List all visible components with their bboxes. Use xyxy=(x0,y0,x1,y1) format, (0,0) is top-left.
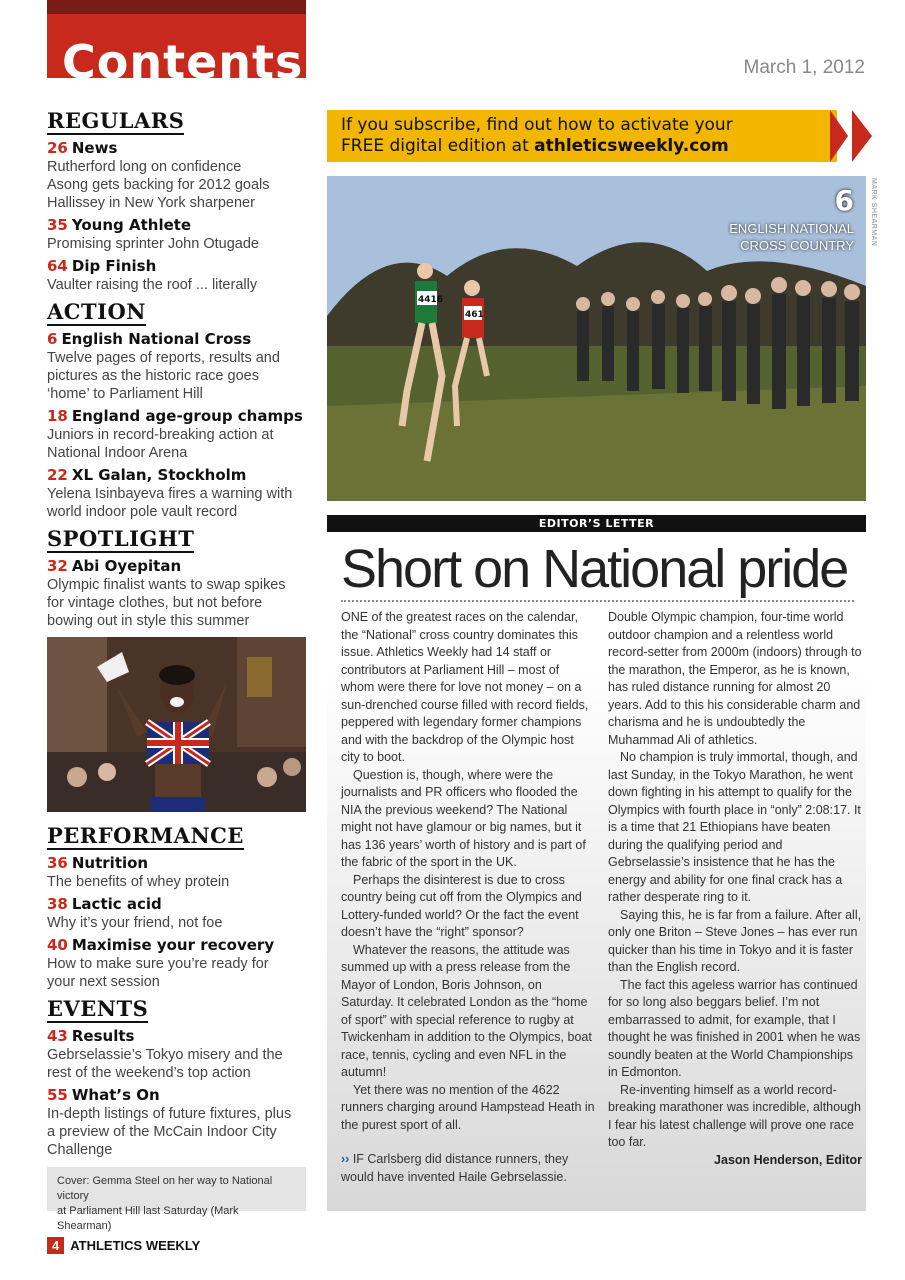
item-description: How to make sure you’re ready for xyxy=(47,956,269,972)
page-ref: 43 xyxy=(47,1027,68,1045)
pull-quote xyxy=(341,1151,595,1186)
photo-credit: MARK SHEARMAN xyxy=(870,178,877,247)
letter-paragraph: Yet there was no mention of the 4622 runners charging around Hampstead Heath in the purest sport of all. xyxy=(341,1082,595,1132)
item-description: bowing out in style this summer xyxy=(47,613,250,629)
item-description: rest of the weekend’s top action xyxy=(47,1065,251,1081)
letter-paragraph: No champion is truly immortal, though, and last Sunday, in the Tokyo Marathon, he went down fighting in his attempt to qualify for the Olympics with fourth place in “only” 2:08:17. It is a time that 21 Ethiopians have beaten during the qualifying period and Gebrselassie’s insistence that he has the energy and ability for one final crack has a rather desperate ring to it. xyxy=(608,750,861,904)
page-number: 4 xyxy=(47,1237,64,1254)
item-title: Results xyxy=(71,1027,135,1045)
page-footer xyxy=(47,1237,200,1254)
item-title: Maximise your recovery xyxy=(71,936,275,954)
item-description: In-depth listings of future fixtures, plus xyxy=(47,1106,292,1122)
editors-letter xyxy=(327,532,866,1211)
item-title: Dip Finish xyxy=(71,257,157,275)
bib-number-1: 4416 xyxy=(418,295,444,305)
item-title: English National Cross xyxy=(61,330,252,348)
item-description: National Indoor Arena xyxy=(47,445,188,461)
item-description: Rutherford long on confidence xyxy=(47,159,242,175)
contents-item[interactable] xyxy=(47,853,307,873)
page-ref: 6 xyxy=(47,330,58,348)
item-description: Why it’s your friend, not foe xyxy=(47,915,223,931)
page-ref: 32 xyxy=(47,557,68,575)
item-description: The benefits of whey protein xyxy=(47,874,230,890)
dotted-divider xyxy=(341,600,854,602)
contents-item[interactable] xyxy=(47,215,307,235)
letter-paragraph: Perhaps the disinterest is due to cross country being cut off from the Olympics and Lottery-funded world? Or the fact the event doesn’t have the “right” sponsor? xyxy=(341,872,582,939)
item-description: ‘home’ to Parliament Hill xyxy=(47,386,203,402)
editors-letter-band: EDITOR’S LETTER xyxy=(327,515,866,532)
item-title: England age-group champs xyxy=(71,407,303,425)
page-ref: 18 xyxy=(47,407,68,425)
section-title: EVENTS xyxy=(47,996,149,1021)
issue-date: March 1, 2012 xyxy=(743,57,865,78)
item-description: Hallissey in New York sharpener xyxy=(47,195,255,211)
contents-item[interactable] xyxy=(47,465,307,485)
item-description: Juniors in record-breaking action at xyxy=(47,427,274,443)
item-description: Challenge xyxy=(47,1142,113,1158)
page-ref: 55 xyxy=(47,1086,68,1104)
cover-note-line: Cover: Gemma Steel on her way to National victory xyxy=(57,1175,273,1202)
contents-list-top xyxy=(47,103,307,630)
subscribe-line-prefix: FREE digital edition at xyxy=(341,136,535,156)
item-description: Asong gets backing for 2012 goals xyxy=(47,177,270,193)
item-title: Nutrition xyxy=(71,854,149,872)
subscribe-line xyxy=(341,136,823,157)
cross-country-photo xyxy=(327,176,866,501)
item-title: News xyxy=(71,139,118,157)
item-description: Gebrselassie’s Tokyo misery and the xyxy=(47,1047,283,1063)
magazine-name: ATHLETICS WEEKLY xyxy=(70,1238,201,1253)
chevron-right-icon xyxy=(852,110,872,162)
contents-item[interactable] xyxy=(47,256,307,276)
item-description: world indoor pole vault record xyxy=(47,504,238,520)
page-title: Contents xyxy=(62,35,304,78)
page-ref: 35 xyxy=(47,216,68,234)
page-ref: 22 xyxy=(47,466,68,484)
spotlight-photo xyxy=(47,637,306,812)
page-ref: 38 xyxy=(47,895,68,913)
section-title: ACTION xyxy=(47,299,146,324)
letter-paragraph: Whatever the reasons, the attitude was summed up with a press release from the Mayor of London, Boris Johnson, on Saturday. It celebrated London as the “home of sport” with special reference to rugby at Twickenham in addition to the Olympics, boat race, tennis, cycling and even NFL in the autumn! xyxy=(341,942,592,1079)
item-description: your next session xyxy=(47,974,160,990)
item-description: Olympic finalist wants to swap spikes xyxy=(47,577,286,593)
subscribe-banner[interactable] xyxy=(327,110,837,162)
letter-paragraph: ONE of the greatest races on the calendar, the “National” cross country dominates this issue. Athletics Weekly had 14 staff or contributors at Parliament Hill – most of whom were there for love not money – on a sun-drenched course filled with record fields, peppered with legendary former champions and with the backdrop of the Olympic host city to boot. xyxy=(341,610,589,764)
contents-item[interactable] xyxy=(47,935,307,955)
item-title: Young Athlete xyxy=(71,216,192,234)
cover-note-line: at Parliament Hill last Saturday (Mark Shearman) xyxy=(57,1205,239,1232)
item-description: a preview of the McCain Indoor City xyxy=(47,1124,277,1140)
contents-item[interactable] xyxy=(47,1026,307,1046)
page-ref: 36 xyxy=(47,854,68,872)
photo-page-number: 6 xyxy=(834,184,854,217)
item-description: for vintage clothes, but not before xyxy=(47,595,263,611)
quote-mark-icon: ›› xyxy=(341,1152,350,1166)
letter-paragraph: Question is, though, where were the journalists and PR officers who flooded the NIA the previous weekend? The National might not have glamour or big names, but it has 136 years’ worth of history and is part of the fabric of the sport in the UK. xyxy=(341,767,586,869)
letter-column-1 xyxy=(341,609,595,1186)
page-ref: 64 xyxy=(47,257,68,275)
pull-quote-text: IF Carlsberg did distance runners, they would have invented Haile Gebrselassie. xyxy=(341,1152,569,1184)
page-ref: 40 xyxy=(47,936,68,954)
item-title: What’s On xyxy=(71,1086,160,1104)
top-bar xyxy=(47,0,306,14)
item-description: pictures as the historic race goes xyxy=(47,368,259,384)
contents-item[interactable] xyxy=(47,138,307,158)
editor-signature: Jason Henderson, Editor xyxy=(714,1152,862,1167)
item-title: Lactic acid xyxy=(71,895,162,913)
item-title: Abi Oyepitan xyxy=(71,557,182,575)
photo-caption-line: ENGLISH NATIONAL xyxy=(729,221,854,236)
letter-paragraph: The fact this ageless warrior has continued for so long also beggars belief. I’m not embarrassed to admit, for example, that I thought he was finished in 2001 when he was soundly beaten at the World Championships in Edmonton. xyxy=(608,977,861,1079)
photo-caption xyxy=(729,220,854,254)
section-title: PERFORMANCE xyxy=(47,823,244,848)
letter-paragraph: Double Olympic champion, four-time world outdoor champion and a relentless world record-setter from 2000m (indoors) through to the marathon, the Emperor, as he is known, has ruled distance running for almost 20 years. Add to this his considerable charm and charisma and he is undoubtedly the Muhammad Ali of athletics. xyxy=(608,610,862,747)
photo-caption-line: CROSS COUNTRY xyxy=(740,238,854,253)
contents-item[interactable] xyxy=(47,1085,307,1105)
item-description: Yelena Isinbayeva fires a warning with xyxy=(47,486,293,502)
athlete-illustration xyxy=(47,637,306,812)
letter-paragraph: Saying this, he is far from a failure. After all, only one Briton – Steve Jones – has ever run quicker than his time in Tokyo and it is faster than the English record. xyxy=(608,907,862,974)
section-title: REGULARS xyxy=(47,108,185,133)
bib-number-2: 461 xyxy=(465,310,484,320)
item-description: Vaulter raising the roof ... literally xyxy=(47,277,258,293)
subscribe-link[interactable]: athleticsweekly.com xyxy=(534,136,729,156)
contents-list-bottom xyxy=(47,818,307,1159)
contents-header xyxy=(47,14,306,78)
letter-paragraph: Re-inventing himself as a world record-breaking marathoner was incredible, although I fear his latest challenge will prove one race too far. xyxy=(608,1082,861,1149)
item-title: XL Galan, Stockholm xyxy=(71,466,247,484)
headline: Short on National pride xyxy=(341,539,848,599)
section-title: SPOTLIGHT xyxy=(47,526,195,551)
chevron-right-icon xyxy=(830,110,848,162)
contents-item[interactable] xyxy=(47,894,307,914)
item-description: Promising sprinter John Otugade xyxy=(47,236,259,252)
page-ref: 26 xyxy=(47,139,68,157)
letter-column-2 xyxy=(608,609,862,1169)
contents-item[interactable] xyxy=(47,329,307,349)
cover-note xyxy=(47,1167,306,1232)
contents-item[interactable] xyxy=(47,406,307,426)
subscribe-line: If you subscribe, find out how to activate your xyxy=(341,115,733,135)
item-description: Twelve pages of reports, results and xyxy=(47,350,280,366)
contents-item[interactable] xyxy=(47,556,307,576)
